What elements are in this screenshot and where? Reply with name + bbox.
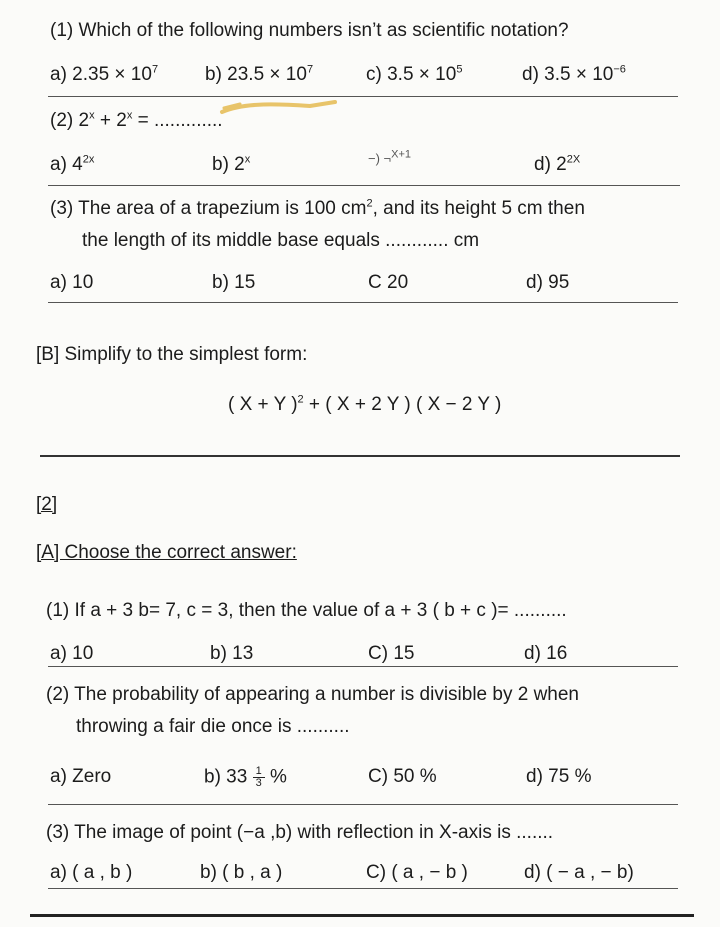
divider	[48, 888, 678, 889]
s1-b-expression: ( X + Y )$^2$ + ( X + 2 Y ) ( X − 2 Y )	[228, 393, 502, 415]
s2-q1-option-b: b) 13	[210, 643, 254, 664]
s2-q1-text: (1) If a + 3 b= 7, c = 3, then the value of a + 3 ( b + c )= ..........	[46, 600, 567, 621]
divider	[48, 185, 680, 186]
highlighter-mark	[210, 98, 340, 120]
s1-q1-text: (1) Which of the following numbers isn’t as scientific notation?	[50, 20, 569, 41]
s1-q1-option-d: d) $3.5 \times 10^{-6}$	[522, 63, 626, 85]
s1-q3-option-b: b) 15	[212, 272, 256, 293]
divider	[48, 302, 678, 303]
s2-number: [2]	[36, 494, 58, 515]
s2-a-heading: [A] Choose the correct answer:	[36, 542, 297, 563]
s2-q2-line1: (2) The probability of appearing a number is divisible by 2 when	[46, 684, 580, 705]
s1-q3-option-a: a) 10	[50, 272, 94, 293]
s2-q2-line2: throwing a fair die once is ..........	[76, 716, 350, 737]
s2-q2-option-b: b) 33 $\frac{1}{3}$ %	[204, 765, 287, 789]
s2-q2-option-a: a) Zero	[50, 766, 112, 787]
s1-q3-option-c: C 20	[368, 272, 409, 293]
s2-q1-option-d: d) 16	[524, 643, 568, 664]
s2-q3-option-d: d) ( − a , − b)	[524, 862, 634, 883]
divider	[48, 666, 678, 667]
s2-q3-option-c: C) ( a , − b )	[366, 862, 468, 883]
s2-q3-option-a: a) ( a , b )	[50, 862, 133, 883]
s1-q3-text: (3) The area of a trapezium is 100 $cm^2$, and its height 5 cm then	[50, 197, 585, 219]
s1-q2-option-d: d) $2^{2X}$	[534, 153, 581, 175]
s1-q2-option-a: a) $4^{2x}$	[50, 153, 95, 175]
s1-b-heading: [B] Simplify to the simplest form:	[36, 344, 308, 365]
s2-q3-text: (3) The image of point (−a ,b) with reflection in X-axis is .......	[46, 822, 554, 843]
s1-q2-option-b: b) 2$^x$	[212, 153, 251, 175]
s1-q2-text: (2) $2^x + 2^x$ = .............	[50, 109, 223, 131]
divider	[30, 914, 694, 917]
s1-q1-option-c: c) $3.5 \times 10^5$	[366, 63, 463, 85]
fraction: $\frac{1}{3}$	[253, 766, 265, 789]
s2-q2-option-d: d) 75 %	[526, 766, 592, 787]
s1-q3-text-line2: the length of its middle base equals ............ cm	[82, 230, 480, 251]
s2-q2-option-c: C) 50 %	[368, 766, 437, 787]
s2-q1-option-a: a) 10	[50, 643, 94, 664]
divider	[48, 96, 678, 97]
divider	[40, 455, 680, 457]
s1-q3-option-d: d) 95	[526, 272, 570, 293]
s1-q1-option-b: b) $23.5 \times 10^7$	[205, 63, 314, 85]
s1-q2-option-c: −) ¬$^{X+1}$	[368, 148, 412, 166]
divider	[48, 804, 678, 805]
s2-q1-option-c: C) 15	[368, 643, 415, 664]
s1-q1-option-a: a) $2.35 \times 10^7$	[50, 63, 159, 85]
s2-q3-option-b: b) ( b , a )	[200, 862, 283, 883]
